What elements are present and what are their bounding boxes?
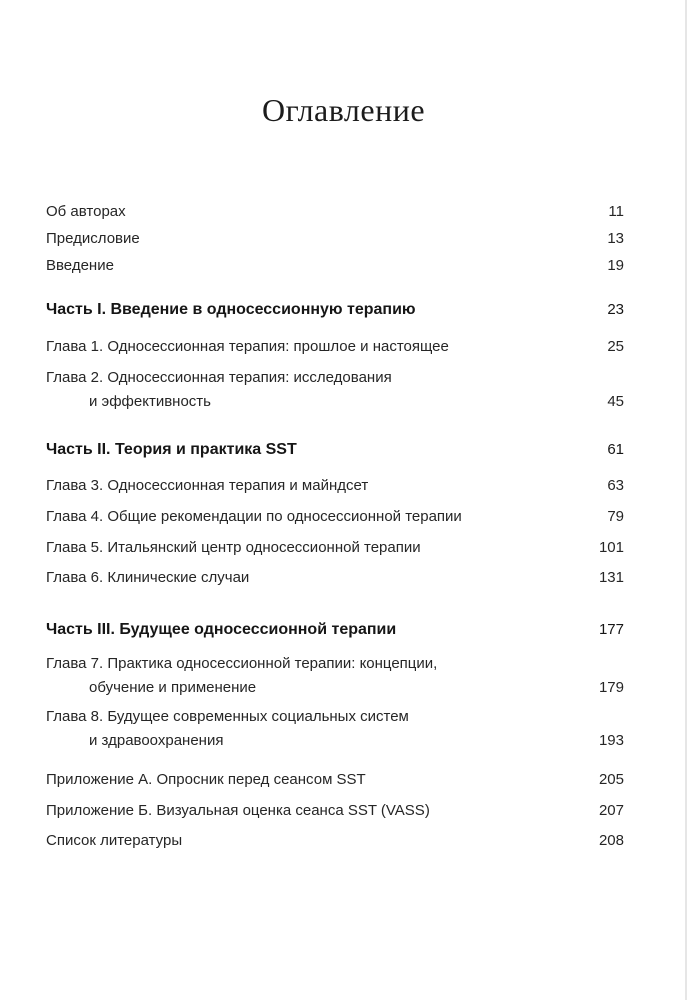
toc-entry-label: Глава 1. Односессионная терапия: прошлое и настоящее	[46, 338, 449, 355]
toc-entry-page-number: 19	[607, 257, 624, 274]
toc-appendix-b[interactable]	[46, 799, 624, 823]
toc-part-1[interactable]	[46, 298, 624, 322]
toc-entry-page-number: 23	[607, 301, 624, 318]
toc-part-label: Часть I. Введение в односессионную терапию	[46, 301, 416, 318]
toc-entry-page-number: 177	[598, 621, 624, 638]
toc-entry-label-line1: Глава 2. Односессионная терапия: исследования	[46, 369, 392, 386]
toc-part-2[interactable]	[46, 438, 624, 462]
toc-entry-label: Глава 4. Общие рекомендации по односессионной терапии	[46, 508, 462, 525]
toc-entry-preface[interactable]	[46, 227, 624, 251]
toc-entry-label: Приложение Б. Визуальная оценка сеанса SST (VASS)	[46, 802, 430, 819]
toc-entry-label: Список литературы	[46, 832, 183, 849]
toc-entry-label: Предисловие	[46, 230, 140, 247]
toc-entry-label-line2: обучение и применение	[89, 679, 257, 696]
toc-entry-label	[46, 652, 437, 700]
toc-entry-label-line1: Глава 8. Будущее современных социальных систем	[46, 708, 409, 725]
toc-entry-label	[46, 366, 392, 414]
toc-entry-label: Об авторах	[46, 203, 126, 220]
toc-entry-label: Глава 6. Клинические случаи	[46, 569, 250, 586]
toc-entry-label-line1: Глава 7. Практика односессионной терапии: концепции,	[46, 655, 438, 672]
toc-entry-label-line2: и эффективность	[89, 393, 211, 410]
toc-entry-page-number: 207	[598, 802, 624, 819]
page-title: Оглавление	[261, 92, 426, 128]
toc-entry-page-number: 101	[598, 539, 624, 556]
toc-entry-page-number: 63	[607, 477, 624, 494]
toc-entry-page-number: 79	[607, 508, 624, 525]
toc-entry-label: Глава 3. Односессионная терапия и майндсет	[46, 477, 369, 494]
toc-chapter-7[interactable]	[46, 652, 624, 700]
toc-chapter-3[interactable]	[46, 474, 624, 498]
toc-entry-page-number: 13	[607, 230, 624, 247]
toc-chapter-5[interactable]	[46, 536, 624, 560]
toc-entry-label: Приложение А. Опросник перед сеансом SST	[46, 771, 366, 788]
toc-entry-page-number: 193	[598, 732, 624, 749]
toc-chapter-4[interactable]	[46, 505, 624, 529]
toc-entry-page-number: 131	[598, 569, 624, 586]
toc-entry-page-number: 25	[607, 338, 624, 355]
toc-chapter-6[interactable]	[46, 566, 624, 590]
toc-entry-page-number: 11	[608, 203, 624, 220]
toc-entry-label-line2: и здравоохранения	[89, 732, 224, 749]
toc-entry-about-authors[interactable]	[46, 200, 624, 224]
toc-entry-label	[46, 705, 409, 753]
toc-entry-page-number: 208	[598, 832, 624, 849]
toc-entry-page-number: 45	[607, 393, 624, 410]
toc-entry-introduction[interactable]	[46, 254, 624, 278]
toc-entry-label: Глава 5. Итальянский центр односессионной терапии	[46, 539, 421, 556]
toc-part-label: Часть III. Будущее односессионной терапии	[46, 621, 397, 638]
toc-chapter-1[interactable]	[46, 335, 624, 359]
toc-bibliography[interactable]	[46, 829, 624, 853]
toc-entry-label: Введение	[46, 257, 114, 274]
toc-part-3[interactable]	[46, 618, 624, 642]
toc-chapter-8[interactable]	[46, 705, 624, 753]
toc-appendix-a[interactable]	[46, 768, 624, 792]
toc-part-label: Часть II. Теория и практика SST	[46, 441, 297, 458]
toc-chapter-2[interactable]	[46, 366, 624, 414]
toc-entry-page-number: 205	[598, 771, 624, 788]
toc-entry-page-number: 179	[598, 679, 624, 696]
toc-entry-page-number: 61	[607, 441, 624, 458]
